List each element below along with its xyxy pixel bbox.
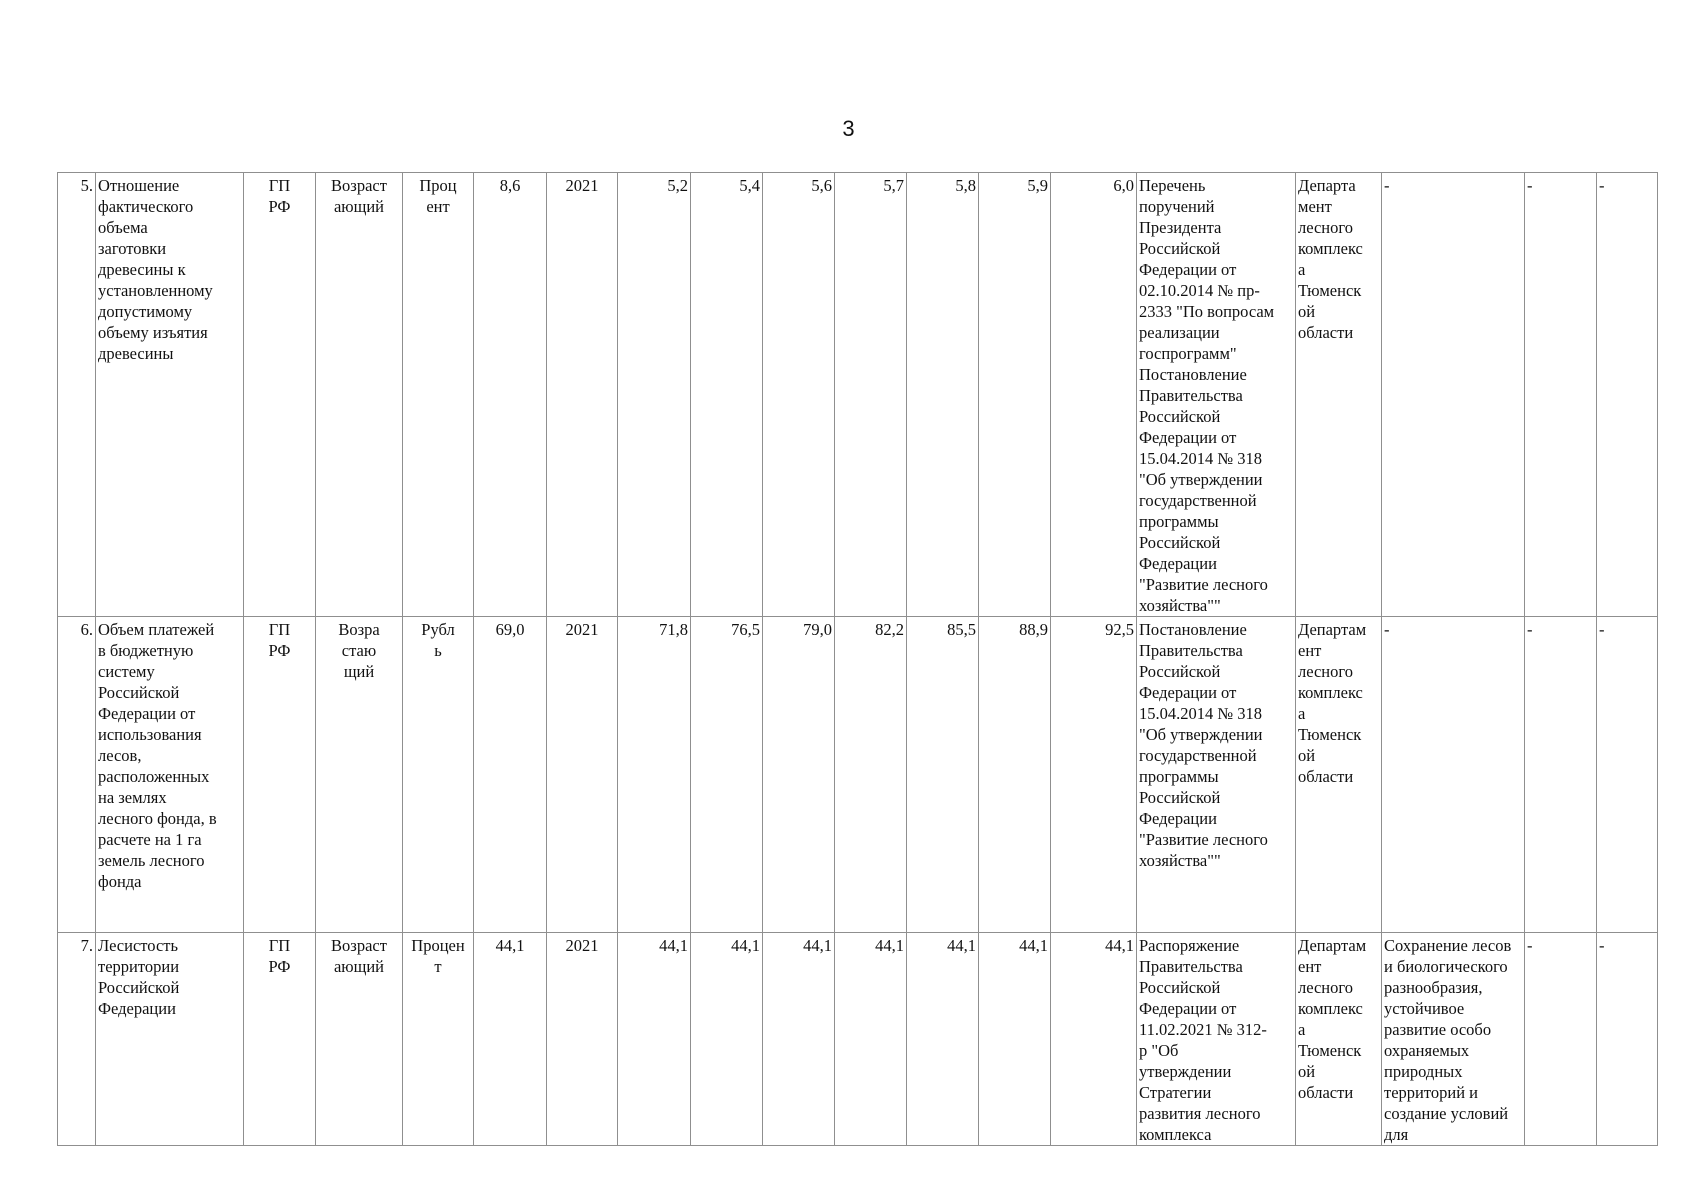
- base-year: 2021: [547, 173, 618, 617]
- cell-line: РФ: [268, 197, 291, 216]
- cell-line: древесины: [98, 344, 174, 363]
- cell-line: Департам: [1298, 620, 1367, 639]
- cell-line: Объем платежей: [98, 620, 215, 639]
- cell-line: Возраст: [331, 176, 387, 195]
- cell-line: систему: [98, 662, 155, 681]
- column-a: -: [1525, 933, 1597, 1146]
- cell-line: ГП: [268, 620, 291, 639]
- cell-line: развития лесного: [1139, 1104, 1261, 1123]
- cell-line: Российской: [1139, 239, 1221, 258]
- cell-line: Тюменск: [1298, 725, 1362, 744]
- base-value: 44,1: [474, 933, 547, 1146]
- column-b: -: [1597, 173, 1658, 617]
- cell-line: Российской: [1139, 662, 1221, 681]
- cell-line: Федерации от: [98, 704, 196, 723]
- cell-line: ент: [426, 197, 450, 216]
- cell-line: ающий: [333, 197, 384, 216]
- indicator-unit: [403, 173, 474, 617]
- cell-line: Федерации от: [1139, 428, 1237, 447]
- cell-line: расположенных: [98, 767, 210, 786]
- cell-line: хозяйства"": [1139, 851, 1221, 870]
- cell-line: поручений: [1139, 197, 1215, 216]
- indicator-name: [96, 617, 244, 933]
- cell-line: лесного: [1298, 662, 1353, 681]
- cell-line: природных: [1384, 1062, 1463, 1081]
- cell-line: Процен: [411, 936, 465, 955]
- cell-line: расчете на 1 га: [98, 830, 202, 849]
- indicators-table: [57, 172, 1658, 1146]
- cell-line: "Развитие лесного: [1139, 575, 1268, 594]
- cell-line: Распоряжение: [1139, 936, 1240, 955]
- cell-line: мент: [1298, 197, 1332, 216]
- cell-line: реализации: [1139, 323, 1220, 342]
- row-number: 6.: [58, 617, 96, 933]
- cell-line: ь: [434, 641, 442, 660]
- indicator-unit: [403, 933, 474, 1146]
- cell-line: ой: [1298, 746, 1316, 765]
- indicator-trend: [316, 173, 403, 617]
- cell-line: РФ: [268, 957, 291, 976]
- cell-line: охраняемых: [1384, 1041, 1470, 1060]
- cell-line: а: [1298, 260, 1306, 279]
- cell-line: т: [434, 957, 442, 976]
- value-2029: 44,1: [979, 933, 1051, 1146]
- cell-line: государственной: [1139, 746, 1257, 765]
- cell-line: лесного: [1298, 978, 1353, 997]
- responsible-body: [1296, 617, 1382, 933]
- base-year: 2021: [547, 933, 618, 1146]
- cell-line: ой: [1298, 302, 1316, 321]
- cell-line: Лесистость: [98, 936, 179, 955]
- cell-line: Федерации от: [1139, 683, 1237, 702]
- regulatory-document: [1137, 617, 1296, 933]
- value-2027: 5,7: [835, 173, 907, 617]
- cell-line: объему изъятия: [98, 323, 208, 342]
- cell-line: территории: [98, 957, 180, 976]
- cell-line: Возраст: [331, 936, 387, 955]
- cell-line: Постановление: [1139, 620, 1247, 639]
- national-goal: [1382, 173, 1525, 617]
- cell-line: р "Об: [1139, 1041, 1179, 1060]
- cell-line: щий: [343, 662, 375, 681]
- value-2028: 5,8: [907, 173, 979, 617]
- cell-line: на землях: [98, 788, 167, 807]
- cell-line: области: [1298, 1083, 1354, 1102]
- cell-line: фактического: [98, 197, 194, 216]
- national-goal: [1382, 933, 1525, 1146]
- cell-line: и биологического: [1384, 957, 1508, 976]
- cell-line: комплекс: [1298, 239, 1363, 258]
- indicator-name: [96, 173, 244, 617]
- cell-line: Федерации от: [1139, 260, 1237, 279]
- value-2026: 79,0: [763, 617, 835, 933]
- value-2025: 5,4: [691, 173, 763, 617]
- cell-line: 2333 "По вопросам: [1139, 302, 1275, 321]
- cell-line: Сохранение лесов: [1384, 936, 1512, 955]
- cell-line: Постановление: [1139, 365, 1247, 384]
- table-row: [58, 933, 1658, 1146]
- cell-line: Российской: [98, 683, 180, 702]
- cell-line: Правительства: [1139, 386, 1243, 405]
- cell-line: ент: [1298, 641, 1322, 660]
- cell-line: Перечень: [1139, 176, 1206, 195]
- cell-line: ГП: [268, 176, 291, 195]
- value-2028: 85,5: [907, 617, 979, 933]
- cell-line: использования: [98, 725, 202, 744]
- indicator-source: [244, 933, 316, 1146]
- cell-line: -: [1384, 620, 1390, 639]
- cell-line: земель лесного: [98, 851, 205, 870]
- cell-line: разнообразия,: [1384, 978, 1483, 997]
- cell-line: объема: [98, 218, 148, 237]
- cell-line: 15.04.2014 № 318: [1139, 449, 1262, 468]
- cell-line: Правительства: [1139, 641, 1243, 660]
- cell-line: стаю: [341, 641, 377, 660]
- cell-line: территорий и: [1384, 1083, 1478, 1102]
- cell-line: "Об утверждении: [1139, 725, 1263, 744]
- cell-line: утверждении: [1139, 1062, 1232, 1081]
- regulatory-document: [1137, 933, 1296, 1146]
- cell-line: "Об утверждении: [1139, 470, 1263, 489]
- cell-line: РФ: [268, 641, 291, 660]
- cell-line: -: [1384, 176, 1390, 195]
- cell-line: древесины к: [98, 260, 186, 279]
- cell-line: "Развитие лесного: [1139, 830, 1268, 849]
- cell-line: Федерации: [1139, 554, 1217, 573]
- cell-line: заготовки: [98, 239, 167, 258]
- cell-line: Президента: [1139, 218, 1222, 237]
- row-number: 5.: [58, 173, 96, 617]
- cell-line: программы: [1139, 512, 1219, 531]
- cell-line: Российской: [1139, 788, 1221, 807]
- cell-line: ент: [1298, 957, 1322, 976]
- column-b: -: [1597, 933, 1658, 1146]
- cell-line: Тюменск: [1298, 281, 1362, 300]
- value-2030: 92,5: [1051, 617, 1137, 933]
- indicator-trend: [316, 617, 403, 933]
- responsible-body: [1296, 933, 1382, 1146]
- table-row: [58, 173, 1658, 617]
- indicator-trend: [316, 933, 403, 1146]
- cell-line: Стратегии: [1139, 1083, 1212, 1102]
- column-a: -: [1525, 173, 1597, 617]
- cell-line: Департам: [1298, 936, 1367, 955]
- cell-line: Правительства: [1139, 957, 1243, 976]
- cell-line: ающий: [333, 957, 384, 976]
- cell-line: а: [1298, 1020, 1306, 1039]
- cell-line: в бюджетную: [98, 641, 194, 660]
- cell-line: Отношение: [98, 176, 180, 195]
- cell-line: Федерации от: [1139, 999, 1237, 1018]
- value-2024: 5,2: [618, 173, 691, 617]
- responsible-body: [1296, 173, 1382, 617]
- cell-line: Департа: [1298, 176, 1356, 195]
- cell-line: программы: [1139, 767, 1219, 786]
- cell-line: Возра: [338, 620, 380, 639]
- cell-line: Федерации: [1139, 809, 1217, 828]
- indicator-source: [244, 173, 316, 617]
- value-2024: 44,1: [618, 933, 691, 1146]
- value-2025: 76,5: [691, 617, 763, 933]
- value-2029: 88,9: [979, 617, 1051, 933]
- value-2027: 82,2: [835, 617, 907, 933]
- cell-line: Проц: [419, 176, 457, 195]
- indicator-unit: [403, 617, 474, 933]
- cell-line: создание условий: [1384, 1104, 1509, 1123]
- value-2026: 5,6: [763, 173, 835, 617]
- regulatory-document: [1137, 173, 1296, 617]
- column-a: -: [1525, 617, 1597, 933]
- cell-line: установленному: [98, 281, 213, 300]
- cell-line: Российской: [1139, 407, 1221, 426]
- base-value: 69,0: [474, 617, 547, 933]
- value-2024: 71,8: [618, 617, 691, 933]
- cell-line: лесов,: [98, 746, 142, 765]
- cell-line: государственной: [1139, 491, 1257, 510]
- national-goal: [1382, 617, 1525, 933]
- cell-line: устойчивое: [1384, 999, 1465, 1018]
- cell-line: хозяйства"": [1139, 596, 1221, 615]
- cell-line: ой: [1298, 1062, 1316, 1081]
- cell-line: комплекса: [1139, 1125, 1212, 1144]
- row-number: 7.: [58, 933, 96, 1146]
- base-value: 8,6: [474, 173, 547, 617]
- page-number: 3: [842, 116, 855, 141]
- value-2025: 44,1: [691, 933, 763, 1146]
- base-year: 2021: [547, 617, 618, 933]
- cell-line: лесного: [1298, 218, 1353, 237]
- cell-line: госпрограмм": [1139, 344, 1237, 363]
- cell-line: 11.02.2021 № 312-: [1139, 1020, 1267, 1039]
- value-2028: 44,1: [907, 933, 979, 1146]
- cell-line: Тюменск: [1298, 1041, 1362, 1060]
- table-row: [58, 617, 1658, 933]
- cell-line: комплекс: [1298, 683, 1363, 702]
- cell-line: Рубл: [421, 620, 455, 639]
- cell-line: Российской: [1139, 978, 1221, 997]
- column-b: -: [1597, 617, 1658, 933]
- indicator-name: [96, 933, 244, 1146]
- cell-line: а: [1298, 704, 1306, 723]
- cell-line: Российской: [98, 978, 180, 997]
- cell-line: допустимому: [98, 302, 193, 321]
- value-2030: 6,0: [1051, 173, 1137, 617]
- cell-line: 15.04.2014 № 318: [1139, 704, 1262, 723]
- cell-line: развитие особо: [1384, 1020, 1492, 1039]
- cell-line: для: [1384, 1125, 1409, 1144]
- cell-line: области: [1298, 323, 1354, 342]
- value-2026: 44,1: [763, 933, 835, 1146]
- cell-line: 02.10.2014 № пр-: [1139, 281, 1260, 300]
- cell-line: фонда: [98, 872, 142, 891]
- value-2029: 5,9: [979, 173, 1051, 617]
- value-2027: 44,1: [835, 933, 907, 1146]
- cell-line: комплекс: [1298, 999, 1363, 1018]
- indicator-source: [244, 617, 316, 933]
- cell-line: Федерации: [98, 999, 176, 1018]
- cell-line: лесного фонда, в: [98, 809, 217, 828]
- cell-line: области: [1298, 767, 1354, 786]
- cell-line: Российской: [1139, 533, 1221, 552]
- cell-line: ГП: [268, 936, 291, 955]
- value-2030: 44,1: [1051, 933, 1137, 1146]
